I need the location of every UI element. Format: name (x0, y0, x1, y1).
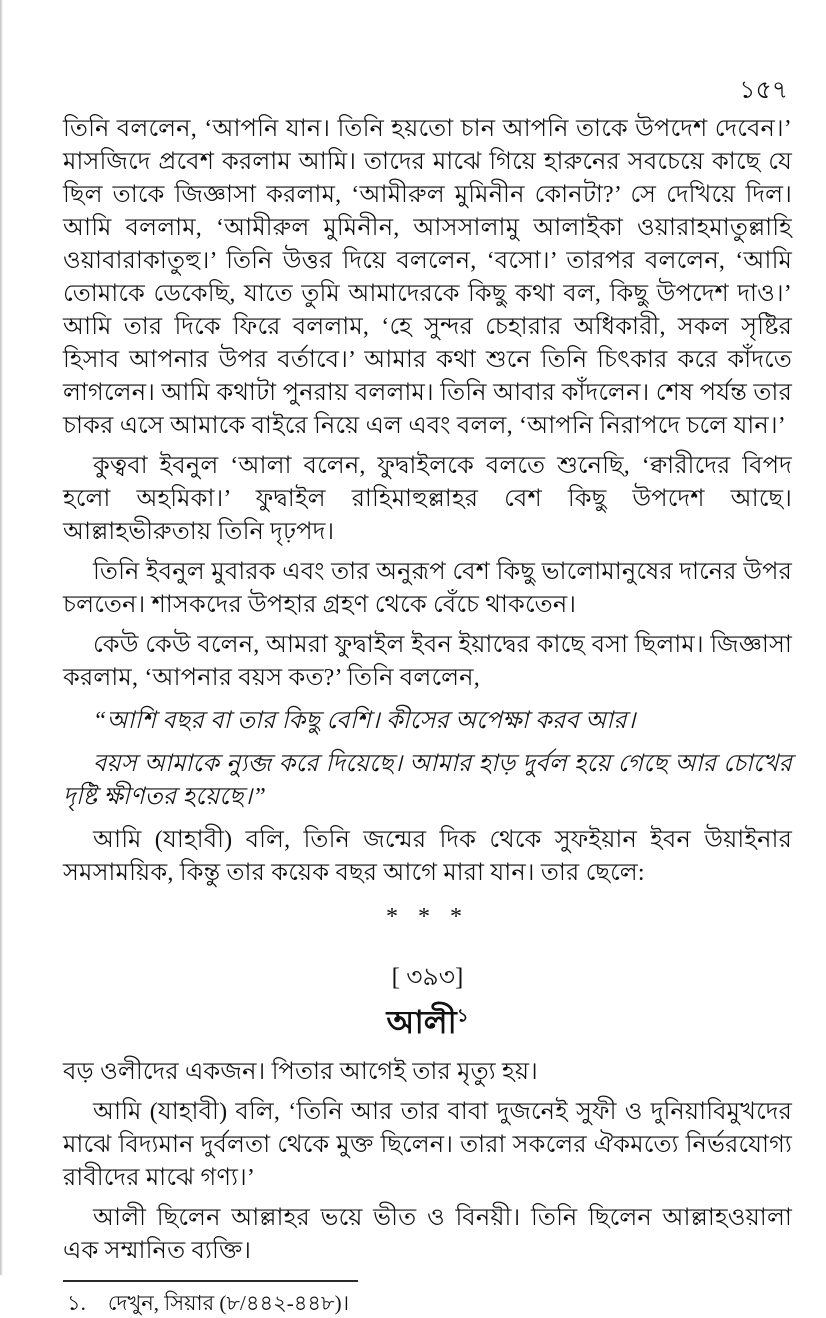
footnote-text: দেখুন, সিয়ার (৮/৪৪২-৪৪৮)। (107, 1291, 350, 1315)
entry-title-heading (63, 1002, 792, 1042)
body-paragraph: তিনি ইবনুল মুবারক এবং তার অনুরূপ বেশ কিছু ভালোমানুষের দানের উপর চলতেন। শাসকদের উপহার গ্রহণ থেকে বেঁচে থাকতেন। (63, 559, 792, 618)
footnote-block (63, 1280, 792, 1318)
verse-line: বয়স আমাকে ন্যুব্জ করে দিয়েছে। আমার হাড় দুর্বল হয়ে গেছে আর চোখের দৃষ্টি ক্ষীণতর হয়েছে।” (63, 751, 792, 810)
body-paragraph: আমি (যাহাবী) বলি, তিনি জন্মের দিক থেকে সুফইয়ান ইবন উয়াইনার সমসাময়িক, কিন্তু তার কয়েক বছর আগে মারা যান। তার ছেলে: (63, 827, 792, 886)
entry-paragraph: আমি (যাহাবী) বলি, ‘তিনি আর তার বাবা দুজনেই সুফী ও দুনিয়াবিমুখদের মাঝে বিদ্যমান দুর্বলতা থেকে মুক্ত ছিলেন। তারা সকলের ঐকমত্যে নির্ভরযোগ্য রাবীদের মাঝে গণ্য।’ (63, 1099, 792, 1191)
body-paragraph: কেউ কেউ বলেন, আমরা ফুদ্বাইল ইবন ইয়াদ্বের কাছে বসা ছিলাম। জিজ্ঞাসা করলাম, ‘আপনার বয়স কত?’ তিনি বললেন, (63, 632, 792, 691)
entry-paragraph: বড় ওলীদের একজন। পিতার আগেই তার মৃত্যু হয়। (63, 1059, 538, 1085)
footnote-marker: ১. (67, 1291, 86, 1315)
footnote-line (63, 1288, 792, 1318)
verse-line: “আশি বছর বা তার কিছু বেশি। কীসের অপেক্ষা করব আর। (93, 708, 636, 734)
section-separator-stars: * * * (386, 904, 469, 930)
entry-title-text: আলী (386, 1004, 457, 1040)
page-number: ১৫৭ (739, 77, 788, 104)
body-paragraph-continuation: তিনি বললেন, ‘আপনি যান। তিনি হয়তো চান আপনি তাকে উপদেশ দেবেন।’ মাসজিদে প্রবেশ করলাম আমি। তাদের মাঝে গিয়ে হারুনের সবচেয়ে কাছে যে ছিল তাকে জিজ্ঞাসা করলাম, ‘আমীরুল মুমিনীন কোনটা?’ সে দেখিয়ে দিল। আমি বললাম, ‘আমীরুল মুমিনীন, আসসালামু আলাইকা ওয়ারাহমাতুল্লাহি ওয়াবারাকাতুহু।’ তিনি উত্তর দিয়ে বললেন, ‘বসো।’ তারপর বললেন, ‘আমি তোমাকে ডেকেছি, যাতে তুমি আমাদেরকে কিছু কথা বল, কিছু উপদেশ দাও।’ আমি তার দিকে ফিরে বললাম, ‘হে সুন্দর চেহারার অধিকারী, সকল সৃষ্টির হিসাব আপনার উপর বর্তাবে।’ আমার কথা শুনে তিনি চিৎকার করে কাঁদতে লাগলেন। আমি কথাটা পুনরায় বললাম। তিনি আবার কাঁদলেন। শেষ পর্যন্ত তার চাকর এসে আমাকে বাইরে নিয়ে এল এবং বলল, ‘আপনি নিরাপদে চলে যান।’ (63, 116, 792, 439)
entry-number: [ ৩৯৩] (391, 964, 464, 991)
entry-paragraph: আলী ছিলেন আল্লাহর ভয়ে ভীত ও বিনয়ী। তিনি ছিলেন আল্লাহওয়ালা এক সম্মানিত ব্যক্তি। (63, 1205, 792, 1264)
body-paragraph: কুত্ববা ইবনুল ‘আলা বলেন, ফুদ্বাইলকে বলতে শুনেছি, ‘ক্বারীদের বিপদ হলো অহমিকা।’ ফুদ্বাইল রাহিমাহুল্লাহর বেশ কিছু উপদেশ আছে। আল্লাহভীরুতায় তিনি দৃঢ়পদ। (63, 453, 792, 545)
footnote-reference-mark: ১ (456, 1005, 469, 1026)
footnote-divider-rule (63, 1280, 358, 1282)
